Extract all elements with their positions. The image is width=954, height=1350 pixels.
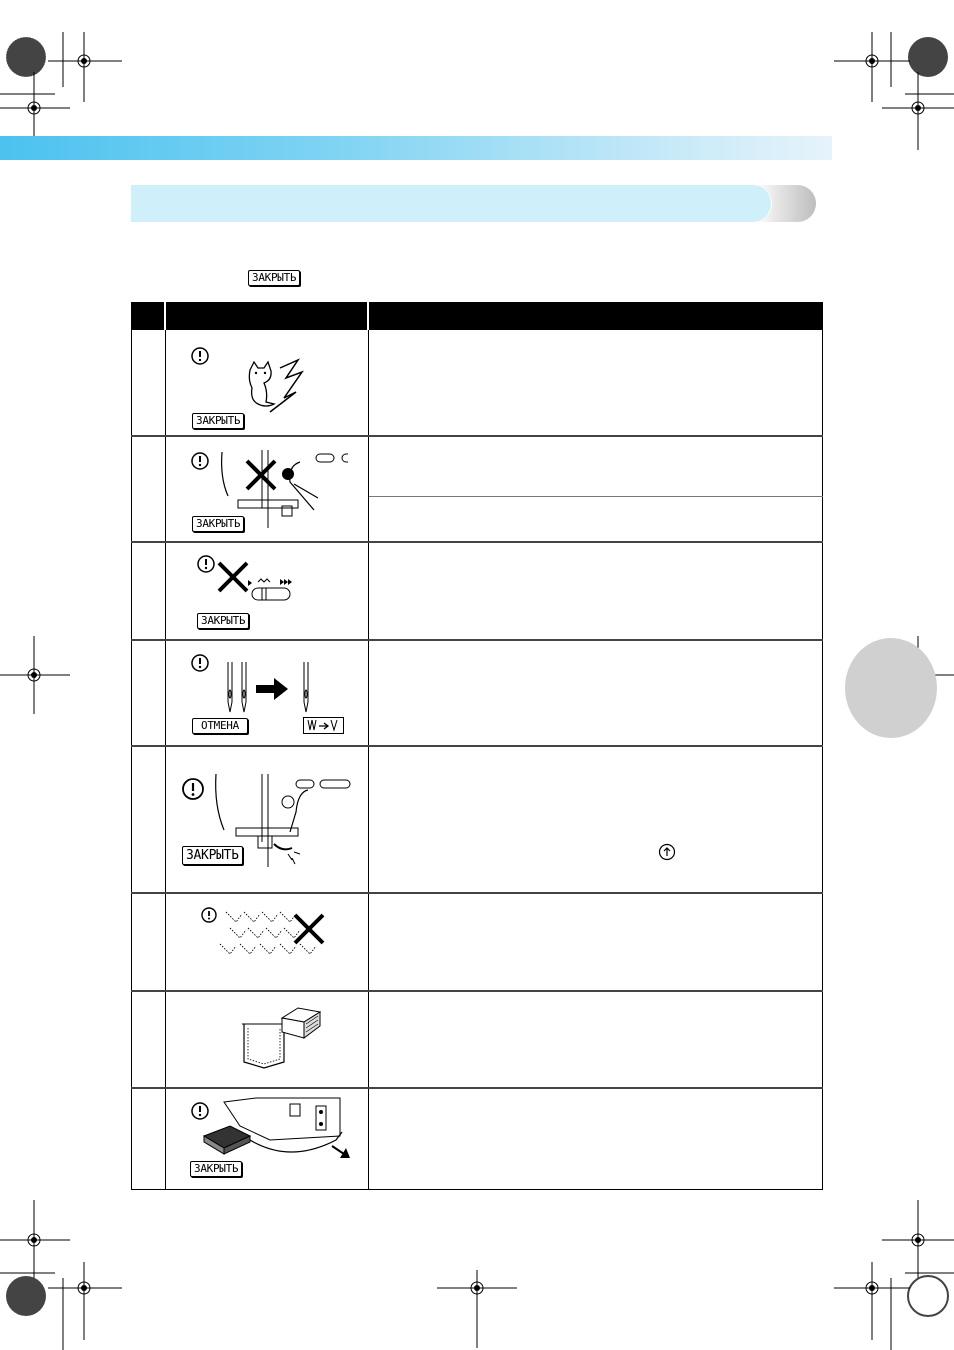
- cat-lightning-icon: [244, 358, 306, 424]
- warning-icon: [190, 653, 210, 677]
- registration-mark-top-right: [830, 32, 954, 152]
- arrow-right-icon: [256, 676, 290, 706]
- table-header: [131, 302, 823, 330]
- close-button-image: ЗАКРЫТЬ: [182, 846, 243, 865]
- row-divider: [131, 1087, 823, 1089]
- row-divider: [131, 745, 823, 747]
- close-button-image: ЗАКРЫТЬ: [192, 413, 244, 429]
- memory-card-icon: [276, 1004, 324, 1048]
- warning-icon: [190, 346, 210, 370]
- arrow-icon: [330, 1142, 354, 1166]
- warning-icon: [196, 554, 216, 578]
- close-button-image: ЗАКРЫТЬ: [248, 270, 300, 286]
- registration-mark-top-left: [0, 32, 130, 152]
- single-needle-icon: [300, 662, 314, 718]
- close-button-image: ЗАКРЫТЬ: [190, 1161, 242, 1177]
- row-divider: [131, 990, 823, 992]
- header-band: [0, 136, 832, 160]
- cross-icon: [292, 912, 326, 950]
- warning-icon: [190, 451, 210, 475]
- twin-needle-icon: [222, 662, 252, 718]
- cross-icon: [244, 458, 278, 496]
- close-button-image: ЗАКРЫТЬ: [197, 613, 249, 629]
- row-divider: [131, 639, 823, 641]
- warning-icon: [181, 777, 205, 805]
- registration-mark-bottom-center: [437, 1270, 517, 1350]
- row-divider: [131, 892, 823, 894]
- column-divider-1: [165, 330, 166, 1190]
- row-divider: [131, 435, 823, 437]
- needle-position-icon: [658, 843, 676, 865]
- section-header-bar: [131, 185, 771, 222]
- registration-mark-mid-left: [0, 636, 72, 716]
- speed-slider-icon: [246, 574, 296, 608]
- column-divider-2: [368, 330, 369, 1190]
- row-subdivider: [369, 496, 823, 497]
- cross-icon: [216, 560, 250, 598]
- twin-to-single-needle-button: [303, 717, 345, 739]
- chapter-tab: [845, 638, 937, 738]
- registration-mark-bottom-right: [830, 1200, 954, 1350]
- cancel-button-image: ОТМЕНА: [192, 718, 248, 734]
- close-button-image: ЗАКРЫТЬ: [192, 516, 244, 532]
- registration-mark-bottom-left: [0, 1200, 130, 1350]
